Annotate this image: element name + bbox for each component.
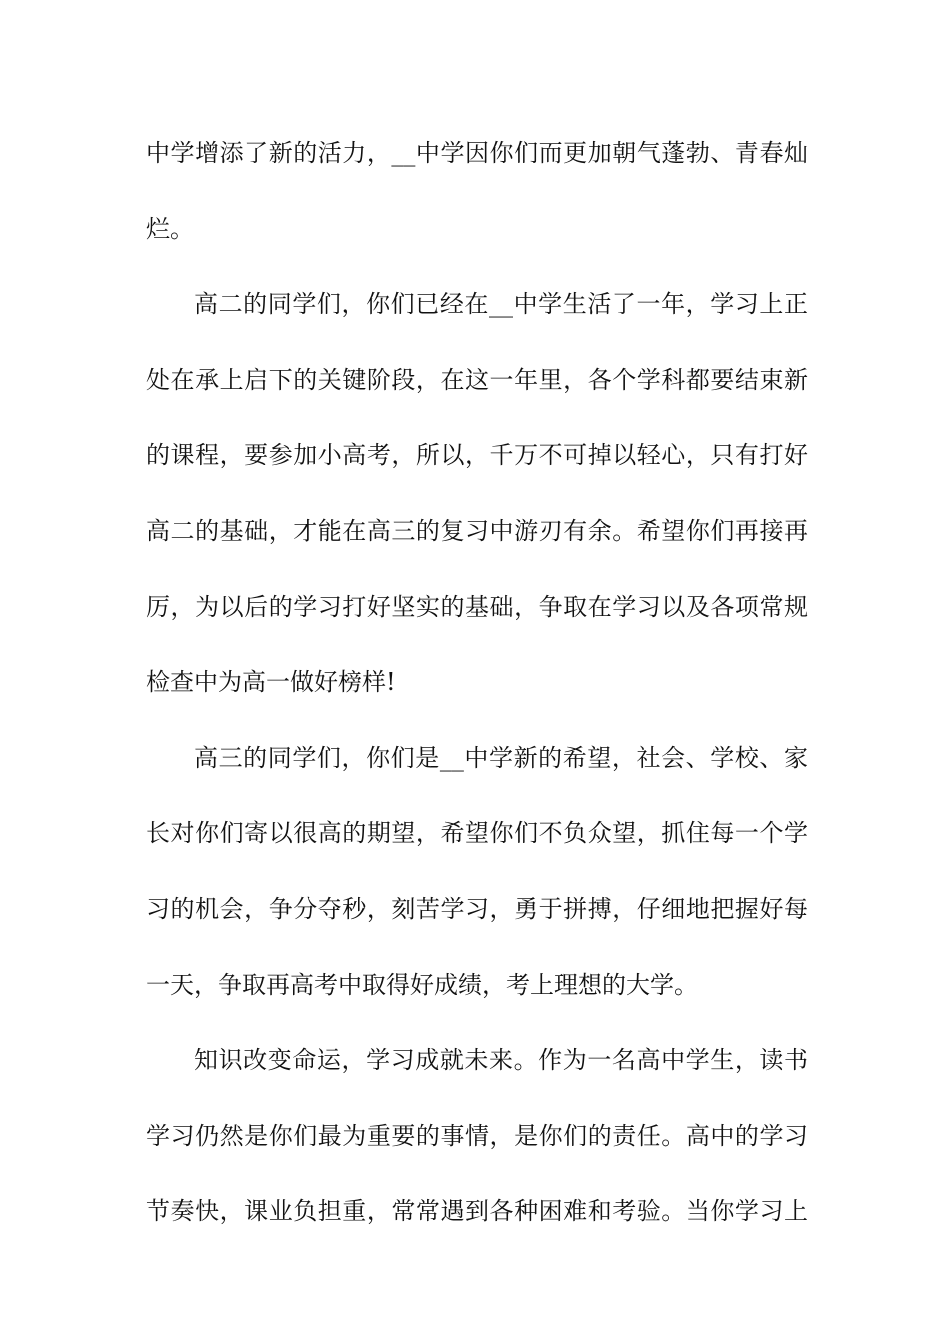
text-line: 检查中为高一做好榜样! <box>146 668 396 697</box>
text-line: 长对你们寄以很高的期望，希望你们不负众望，抓住每一个学 <box>146 819 808 848</box>
text-line: 处在承上启下的关键阶段，在这一年里，各个学科都要结束新 <box>146 365 808 394</box>
text-line: 学习仍然是你们最为重要的事情，是你们的责任。高中的学习 <box>146 1121 808 1150</box>
text-line: 的课程，要参加小高考，所以，千万不可掉以轻心，只有打好 <box>146 441 808 470</box>
text-line: 高三的同学们，你们是__中学新的希望，社会、学校、家 <box>194 743 808 772</box>
text-line: 中学增添了新的活力，__中学因你们而更加朝气蓬勃、青春灿 <box>146 139 808 167</box>
text-line: 一天，争取再高考中取得好成绩，考上理想的大学。 <box>146 970 698 999</box>
text-line: 节奏快，课业负担重，常常遇到各种困难和考验。当你学习上 <box>146 1197 808 1226</box>
text-line: 烂。 <box>146 214 194 243</box>
text-line: 高二的同学们，你们已经在__中学生活了一年，学习上正 <box>194 290 808 319</box>
text-line: 厉，为以后的学习打好坚实的基础，争取在学习以及各项常规 <box>146 592 808 621</box>
text-line: 知识改变命运，学习成就未来。作为一名高中学生，读书 <box>194 1046 808 1075</box>
text-line: 高二的基础，才能在高三的复习中游刃有余。希望你们再接再 <box>146 516 808 545</box>
body-text <box>146 127 808 1261</box>
text-line: 习的机会，争分夺秒，刻苦学习，勇于拼搏，仔细地把握好每 <box>146 894 808 923</box>
